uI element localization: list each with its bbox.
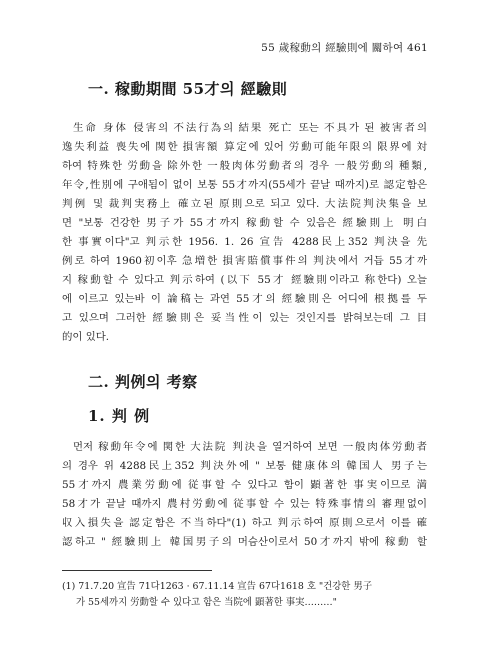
text-line: 고 있으며 그러한 經驗則은 妥当性이 있는 것인지를 밝혀보는데 그 目 <box>62 312 427 324</box>
running-header: 55 歲稼動의 經驗則에 關하여 461 <box>261 42 428 54</box>
text-line: 年令,性別에 구애됨이 없이 보통 55才까지(55세가 끝날 때까지)로 認定함은 <box>62 179 427 191</box>
text-line: 한 事實이다"고 判示한 1956. 1. 26 宣告 4288民上352 判決을 先 <box>62 236 427 248</box>
footnote-line: 가 55세까지 労動할 수 있다고 함은 当院에 顕著한 事実………" <box>76 597 337 608</box>
text-line: 에 이르고 있는바 이 論稿는 과연 55才의 經驗則은 어디에 根拠를 두 <box>62 293 427 305</box>
text-line: 生命 身体 侵害의 不法行為의 結果 死亡 또는 不具가 된 被害者의 <box>73 122 427 134</box>
text-line: 例로 하여 1960初이후 急増한 損害賠償事件의 判決에서 거듭 55才까 <box>62 255 427 267</box>
section-heading-1: 一. 稼動期間 55才의 經驗則 <box>88 80 288 98</box>
text-line: 収入損失을 認定함은 不当하다"(1) 하고 判示하여 原則으로서 이를 確 <box>62 517 427 529</box>
text-line: 判例 및 裁判実務上 確立된 原則으로 되고 있다. 大法院判決集을 보 <box>62 198 427 210</box>
text-line: 지 稼動할 수 있다고 判示하여 (以下 55才 經驗則이라고 称한다) 오늘 <box>62 274 427 286</box>
text-line: 的이 있다. <box>62 331 110 343</box>
text-line: 하여 特殊한 労動을 除外한 一般肉体労動者의 경우 一般労動의 種類, <box>62 160 427 172</box>
subsection-heading: 1. 判 例 <box>88 407 151 425</box>
text-line: 면 "보통 건강한 男子가 55才까지 稼動할 수 있음은 經驗則上 明白 <box>62 217 427 229</box>
text-line: 의 경우 위 4288民上352 判決外에 " 보통 健康体의 韓国人 男子는 <box>62 460 427 472</box>
body-paragraph-2 <box>62 438 427 552</box>
text-line: 55才까지 農業労動에 従事할 수 있다고 함이 顕著한 事実이므로 満 <box>62 479 427 491</box>
text-line: 認하고 " 經驗則上 韓国男子의 머슴산이로서 50才까지 밖에 稼動 할 <box>62 536 427 548</box>
text-line: 逸失利益 喪失에 関한 損害額 算定에 있어 労動可能年限의 限界에 対 <box>62 141 427 153</box>
footnote-line: (1) 71.7.20 宣告 71다1263 · 67.11.14 宣告 67다1618 호 "건강한 男子 <box>62 581 373 592</box>
section-heading-2: 二. 判例의 考察 <box>88 373 198 391</box>
footnote-rule <box>62 570 212 571</box>
body-paragraph-1 <box>62 119 427 347</box>
text-line: 58才가 끝날 때까지 農村労動에 従事할 수 있는 特殊事情의 審理없이 <box>62 498 427 510</box>
footnote <box>62 579 427 611</box>
text-line: 먼저 稼動年令에 関한 大法院 判決을 열거하여 보면 一般肉体労動者 <box>73 441 427 453</box>
